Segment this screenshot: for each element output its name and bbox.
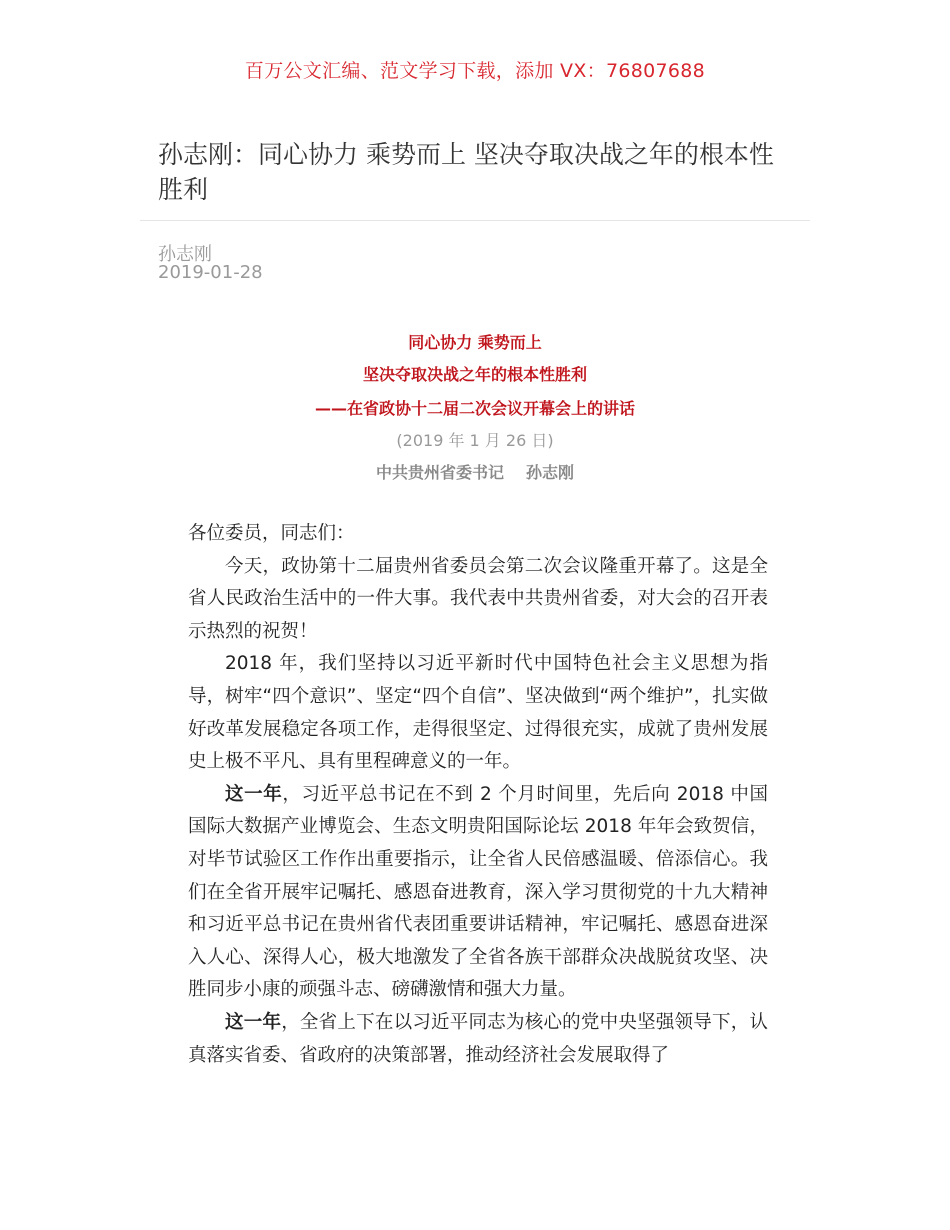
- salutation: 各位委员，同志们：: [188, 523, 355, 544]
- article-author: 孙志刚: [158, 244, 212, 265]
- speaker-byline: [0, 460, 950, 483]
- paragraph-1: 今天，政协第十二届贵州省委员会第二次会议隆重开幕了。这是全省人民政治生活中的一件大事。我代表中共贵州省委，对大会的召开表示热烈的祝贺！: [188, 555, 768, 642]
- paragraph-3-lead: 这一年: [225, 783, 283, 805]
- promo-banner: 百万公文汇编、范文学习下载，添加 VX：76807688: [244, 60, 706, 82]
- speech-heading-line1: 同心协力 乘势而上: [408, 333, 542, 352]
- speech-subtitle: ——在省政协十二届二次会议开幕会上的讲话: [314, 399, 635, 418]
- paragraph-2: 2018 年，我们坚持以习近平新时代中国特色社会主义思想为指导，树牢“四个意识”、坚定“四个自信”、坚决做到“两个维护”，扎实做好改革发展稳定各项工作，走得很坚定、过得很充实，成就了贵州发展史上极不平凡、具有里程碑意义的一年。: [188, 653, 768, 773]
- article-title: 孙志刚：同心协力 乘势而上 坚决夺取决战之年的根本性胜利: [158, 140, 774, 204]
- paragraph-4-text: ，全省上下在以习近平同志为核心的党中央坚强领导下，认真落实省委、省政府的决策部署，推动经济社会发展取得了: [188, 1011, 768, 1066]
- speech-heading-line2: 坚决夺取决战之年的根本性胜利: [362, 365, 587, 384]
- speech-date: (2019 年 1 月 26 日): [396, 431, 554, 450]
- paragraph-3: [188, 779, 768, 1007]
- article-date: 2019-01-28: [158, 262, 263, 283]
- speaker-name: 孙志刚: [526, 463, 575, 482]
- paragraph-4-lead: 这一年: [225, 1011, 282, 1033]
- speech-body: [188, 518, 768, 1072]
- paragraph-3-text: ，习近平总书记在不到 2 个月时间里，先后向 2018 中国国际大数据产业博览会、生态文明贵阳国际论坛 2018 年年会致贺信，对毕节试验区工作作出重要指示，让全省人民倍感温暖、倍添信心。我们在全省开展牢记嘱托、感恩奋进教育，深入学习贯彻党的十九大精神和习近平总书记在贵州省代表团重要讲话精神，牢记嘱托、感恩奋进深入人心、深得人心，极大地激发了全省各族干部群众决战脱贫攻坚、决胜同步小康的顽强斗志、磅礴激情和强大力量。: [188, 783, 768, 1001]
- title-divider: [140, 220, 810, 221]
- paragraph-4: [188, 1007, 768, 1072]
- speaker-title: 中共贵州省委书记: [375, 463, 504, 482]
